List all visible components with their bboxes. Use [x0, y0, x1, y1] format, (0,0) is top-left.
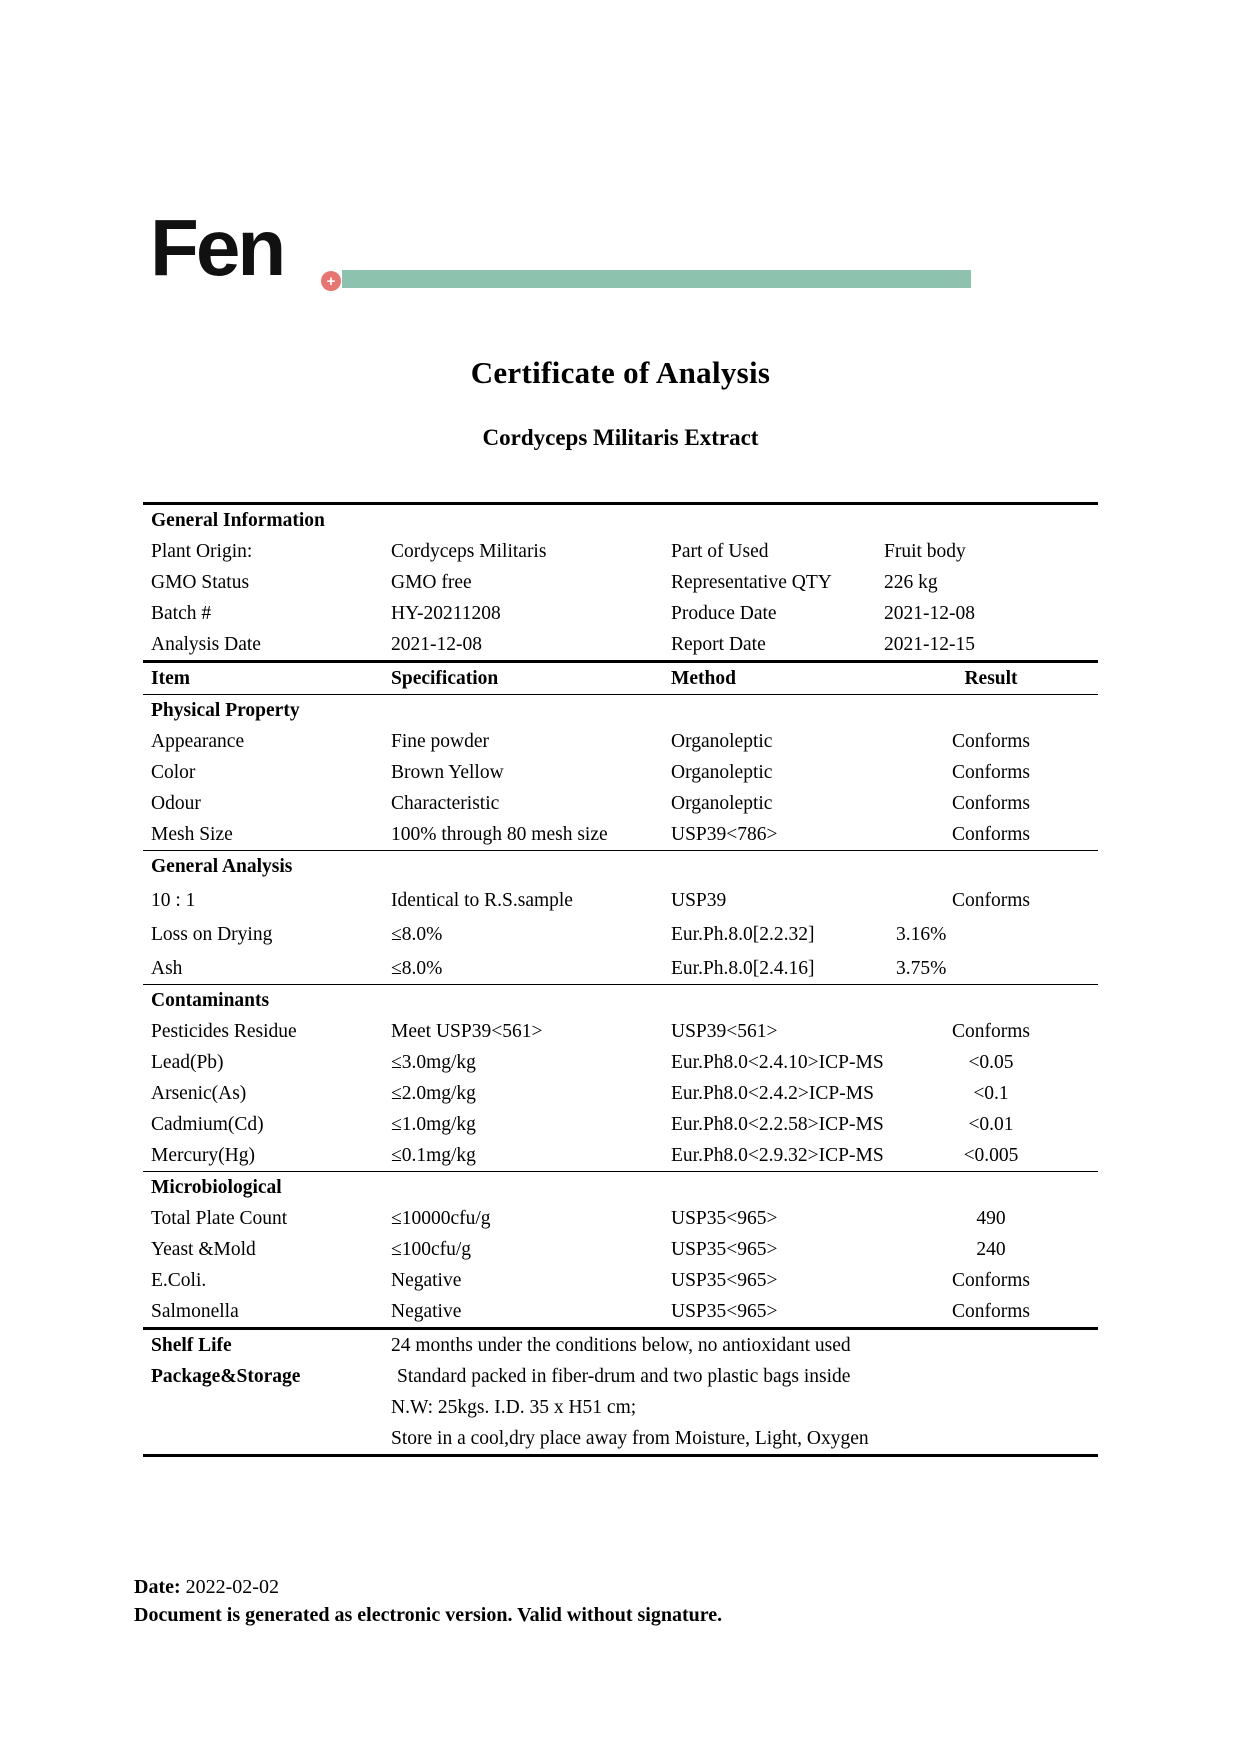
cell-method: Organoleptic — [671, 762, 773, 783]
shelf-life-label: Shelf Life — [143, 1329, 391, 1362]
cell-spec: Negative — [391, 1270, 462, 1291]
cell-result: 240 — [976, 1239, 1006, 1260]
cell-method: USP39 — [671, 890, 727, 911]
cell-result: 3.75% — [896, 958, 947, 979]
section-heading-microbiological: Microbiological — [143, 1172, 1098, 1204]
table-row — [143, 1016, 1098, 1047]
table-row — [143, 1203, 1098, 1234]
cell-label: Analysis Date — [151, 634, 261, 655]
column-header-item: Item — [143, 662, 391, 695]
table-row — [143, 1296, 1098, 1329]
company-logo — [150, 203, 830, 308]
cell-value-2: Fruit body — [884, 541, 966, 562]
package-storage-row — [143, 1392, 1098, 1423]
cell-item: Arsenic(As) — [151, 1083, 247, 1104]
shelf-life-row — [143, 1329, 1098, 1362]
table-row — [143, 1140, 1098, 1172]
cell-label: GMO Status — [151, 572, 250, 593]
table-row — [143, 1078, 1098, 1109]
cell-spec: Brown Yellow — [391, 762, 504, 783]
cell-value: Cordyceps Militaris — [391, 541, 547, 562]
cell-method: USP35<965> — [671, 1301, 778, 1322]
cell-spec: Meet USP39<561> — [391, 1021, 543, 1042]
cell-method: Eur.Ph.8.0[2.4.16] — [671, 958, 815, 979]
page-title: Certificate of Analysis — [470, 355, 771, 390]
cell-method: USP35<965> — [671, 1239, 778, 1260]
cell-result: <0.01 — [968, 1114, 1014, 1135]
cell-item: Appearance — [151, 731, 245, 752]
cell-result: 490 — [976, 1208, 1006, 1229]
cell-value-2: 2021-12-08 — [884, 603, 975, 624]
logo-bar-decoration — [342, 270, 971, 288]
cell-item: Mercury(Hg) — [151, 1145, 255, 1166]
cell-method: Eur.Ph.8.0[2.2.32] — [671, 924, 815, 945]
cell-item: Loss on Drying — [151, 924, 273, 945]
table-row — [143, 629, 1098, 662]
section-heading-contaminants: Contaminants — [143, 985, 1098, 1017]
cell-spec: ≤10000cfu/g — [391, 1208, 491, 1229]
cell-result: Conforms — [952, 1301, 1030, 1322]
cell-item: Mesh Size — [151, 824, 233, 845]
cell-item: Color — [151, 762, 196, 783]
package-storage-row — [143, 1361, 1098, 1392]
cell-label-2: Report Date — [671, 634, 766, 655]
cell-result: Conforms — [952, 890, 1030, 911]
cell-value-2: 2021-12-15 — [884, 634, 975, 655]
table-section-header — [143, 1172, 1098, 1204]
cell-item: Salmonella — [151, 1301, 239, 1322]
table-section-header — [143, 504, 1098, 537]
cell-value: GMO free — [391, 572, 472, 593]
cell-method: Organoleptic — [671, 731, 773, 752]
cell-method: Eur.Ph8.0<2.9.32>ICP-MS — [671, 1145, 884, 1166]
cell-item: Total Plate Count — [151, 1208, 288, 1229]
medical-plus-icon: + — [321, 271, 341, 291]
footer-date-line — [134, 1573, 722, 1601]
cell-result: 3.16% — [896, 924, 947, 945]
column-header-specification: Specification — [391, 662, 671, 695]
cell-method: USP39<786> — [671, 824, 778, 845]
cell-method: USP35<965> — [671, 1208, 778, 1229]
package-storage-row — [143, 1423, 1098, 1456]
cell-spec: ≤2.0mg/kg — [391, 1083, 476, 1104]
table-row — [143, 1109, 1098, 1140]
cell-result: Conforms — [952, 762, 1030, 783]
table-section-header — [143, 851, 1098, 883]
cell-label: Plant Origin: — [151, 541, 253, 562]
column-header-method: Method — [671, 662, 884, 695]
footer-note: Document is generated as electronic version. Valid without signature. — [134, 1604, 723, 1626]
table-row — [143, 788, 1098, 819]
table-column-headers — [143, 662, 1098, 695]
cell-item: 10 : 1 — [151, 890, 196, 911]
package-storage-line-3: Store in a cool,dry place away from Moisture, Light, Oxygen — [391, 1423, 1098, 1456]
table-row — [143, 726, 1098, 757]
table-row — [143, 1234, 1098, 1265]
cell-result: <0.1 — [973, 1083, 1009, 1104]
cell-spec: ≤3.0mg/kg — [391, 1052, 476, 1073]
section-heading-general-analysis: General Analysis — [143, 851, 1098, 883]
cell-method: USP35<965> — [671, 1270, 778, 1291]
cell-result: Conforms — [952, 1021, 1030, 1042]
table-row — [143, 819, 1098, 851]
cell-spec: Identical to R.S.sample — [391, 890, 573, 911]
table-row — [143, 757, 1098, 788]
cell-spec: ≤100cfu/g — [391, 1239, 472, 1260]
cell-label-2: Representative QTY — [671, 572, 832, 593]
package-storage-line-2: N.W: 25kgs. I.D. 35 x H51 cm; — [391, 1397, 637, 1418]
table-row — [143, 882, 1098, 916]
cell-result: Conforms — [952, 731, 1030, 752]
general-information-heading: General Information — [143, 504, 1098, 537]
logo-wordmark: Fen — [150, 203, 284, 292]
cell-spec: ≤1.0mg/kg — [391, 1114, 476, 1135]
table-section-header — [143, 985, 1098, 1017]
cell-value: HY-20211208 — [391, 603, 501, 624]
table-row — [143, 1047, 1098, 1078]
column-header-result: Result — [884, 662, 1098, 695]
cell-item: Pesticides Residue — [151, 1021, 297, 1042]
cell-method: Organoleptic — [671, 793, 773, 814]
cell-label-2: Produce Date — [671, 603, 777, 624]
cell-spec: ≤8.0% — [391, 958, 443, 979]
cell-result: Conforms — [952, 793, 1030, 814]
section-heading-physical-property: Physical Property — [143, 695, 1098, 727]
cell-spec: Characteristic — [391, 793, 500, 814]
cell-result: <0.05 — [968, 1052, 1014, 1073]
table-row — [143, 950, 1098, 985]
cell-spec: ≤0.1mg/kg — [391, 1145, 476, 1166]
cell-value: 2021-12-08 — [391, 634, 482, 655]
cell-method: USP39<561> — [671, 1021, 778, 1042]
shelf-life-value: 24 months under the conditions below, no antioxidant used — [391, 1329, 1098, 1362]
table-row — [143, 536, 1098, 567]
cell-spec: ≤8.0% — [391, 924, 443, 945]
cell-item: Cadmium(Cd) — [151, 1114, 264, 1135]
cell-result: Conforms — [952, 824, 1030, 845]
cell-item: E.Coli. — [151, 1270, 207, 1291]
cell-method: Eur.Ph8.0<2.2.58>ICP-MS — [671, 1114, 884, 1135]
cell-item: Ash — [151, 958, 183, 979]
cell-result: Conforms — [952, 1270, 1030, 1291]
cell-item: Yeast &Mold — [151, 1239, 256, 1260]
table-row — [143, 598, 1098, 629]
package-storage-line-1: Standard packed in fiber-drum and two plastic bags inside — [397, 1366, 851, 1387]
footer-date-value: 2022-02-02 — [185, 1576, 279, 1598]
cell-spec: Negative — [391, 1301, 462, 1322]
product-subtitle: Cordyceps Militaris Extract — [482, 425, 759, 450]
cell-label: Batch # — [151, 603, 212, 624]
table-row — [143, 1265, 1098, 1296]
cell-item: Lead(Pb) — [151, 1052, 224, 1073]
cell-spec: Fine powder — [391, 731, 490, 752]
cell-result: <0.005 — [963, 1145, 1019, 1166]
table-section-header — [143, 695, 1098, 727]
table-row — [143, 567, 1098, 598]
cell-spec: 100% through 80 mesh size — [391, 824, 608, 845]
cell-label-2: Part of Used — [671, 541, 769, 562]
certificate-table — [143, 502, 1098, 1457]
table-row — [143, 916, 1098, 950]
cell-method: Eur.Ph8.0<2.4.2>ICP-MS — [671, 1083, 874, 1104]
footer-date-label: Date: — [134, 1576, 181, 1598]
cell-value-2: 226 kg — [884, 572, 938, 593]
cell-item: Odour — [151, 793, 201, 814]
cell-method: Eur.Ph8.0<2.4.10>ICP-MS — [671, 1052, 884, 1073]
package-storage-label: Package&Storage — [151, 1366, 301, 1387]
document-footer — [134, 1573, 722, 1629]
